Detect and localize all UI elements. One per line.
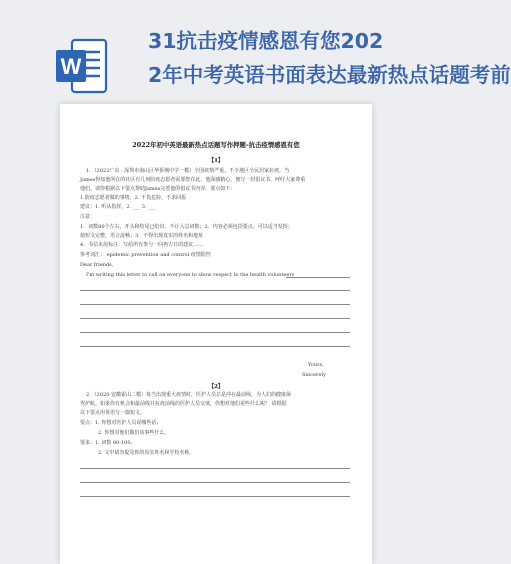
letter-closing-1: Yours, [308,362,324,368]
prompt1-line-3: 他们。请你根据以下要点帮助James完善他的倡议书内容。要点如下： [80,186,236,192]
writing-line [80,346,350,347]
prompt2-requirements-label: 要求：1. 词数 80-100; [80,440,133,446]
prompt1-note-2: 使短文完整，语言流畅；3．不得出现真实的姓名和地址 [80,233,204,239]
writing-line [286,277,350,278]
prompt1-notes-label: 注意： [80,214,96,220]
writing-line [80,482,350,483]
document-title: 2022年初中英语最新热点话题写作押题-抗击疫情感恩有您 [132,141,300,149]
prompt2-points-label: 要点：1. 你想对医护人员说哪些话； [80,420,162,426]
prompt2-point-2: 2. 你想对他们做们该事些什么。 [98,430,170,436]
writing-line [80,304,350,305]
section-marker-1: 【1】 [208,158,224,164]
svg-text:W: W [60,54,82,79]
prompt2-line-3: 以下要点用英语写一篇短文。 [80,410,146,416]
header-title-line-1: 31抗击疫情感恩有您202 [148,29,384,53]
writing-line [80,290,350,291]
prompt1-suggestion: 建议：1. 听从指挥，2. ___ 3. ___ [80,204,156,210]
letter-opening: I'm writing this letter to call on everyone to show respect to the health volunteers [86,272,295,278]
writing-line [80,318,350,319]
prompt1-line-2: James得知他所在的社区有几何防疫志愿者需要您在此，他深感精心，便写一封倡议书，呼吁大家尊重 [80,177,306,183]
prompt2-line-1: 2．（2020·安徽霍山二模）每当出现重大疫情时，医护人员总是冲在最前线，为人们的健康保 [86,392,291,398]
document-header [0,0,511,96]
prompt1-note-3: 4．书信末尾标注：写给所有参与一回再吉日的建议…… [80,242,204,248]
letter-closing-2: Sincerely [302,372,326,378]
writing-line [80,468,350,469]
document-page [60,104,372,564]
prompt2-line-2: 驾护航。如果你有机会和最前线并抗疫前线的医护人员交谈，你想对他们说些什么呢？ 请根据 [80,401,287,407]
prompt1-line-1: 1．（2022广东 · 深圳市南山区华侨城中学一模）全国疫情严重。不少地区全民居家抗疫。当 [86,168,290,174]
prompt1-reference-words: 参考词汇： epidemic prevention and control 疫情防控 [80,252,211,258]
prompt2-requirement-2: 2. 文中请勿提及你的真实姓名和学校名称。 [98,450,195,456]
header-title-line-2: 2年中考英语书面表达最新热点话题考前 [148,63,511,87]
writing-line [80,332,350,333]
writing-line [80,496,350,497]
prompt1-note-1: 1．词数80个左右，开头和结尾已给出，不计入总词数；2．内容必须包括要点，可以适当发挥； [80,224,293,230]
section-marker-2: 【2】 [208,384,224,390]
letter-greeting: Dear friends, [80,262,114,268]
word-document-icon [56,38,108,94]
prompt1-line-4: 1.防疫志愿者做的事情，2. 不畏危险，不求回报 [80,195,187,201]
